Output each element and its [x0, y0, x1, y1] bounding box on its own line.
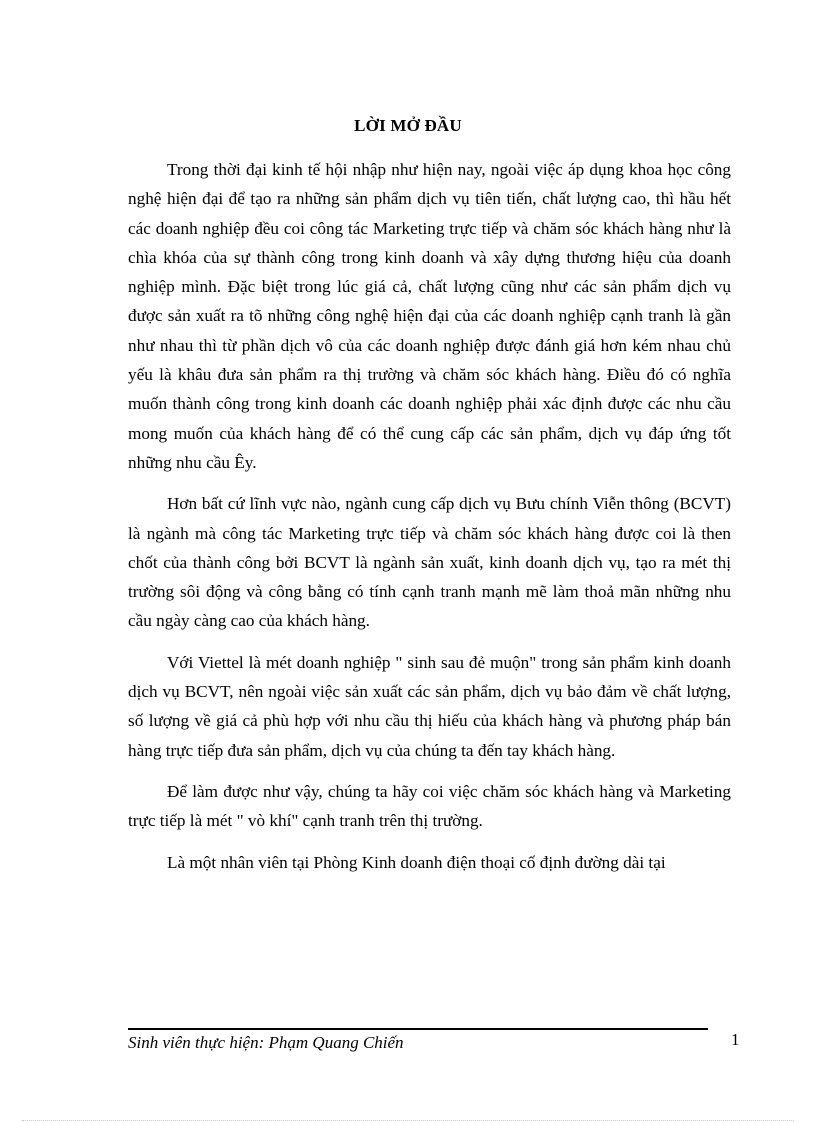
- footer-author: Sinh viên thực hiện: Phạm Quang Chiến: [128, 1033, 404, 1052]
- paragraph-5: Là một nhân viên tại Phòng Kinh doanh điện thoại cố định đường dài tại: [167, 852, 666, 872]
- paragraph-2: Hơn bất cứ lĩnh vực nào, ngành cung cấp dịch vụ Bưu chính Viễn thông (BCVT) là ngành mà công tác Marketing trực tiếp và chăm sóc khách hàng được coi là then chốt của thành công bởi BCVT là ngành sản xuất, kinh doanh dịch vụ, tạo ra mét thị trường sôi động và công bằng có tính cạnh tranh mạnh mẽ làm thoả mãn những nhu cầu ngày càng cao của khách hàng.: [128, 494, 731, 631]
- paragraph-1: Trong thời đại kinh tế hội nhập như hiện nay, ngoài việc áp dụng khoa học công nghệ hiện đại để tạo ra những sản phẩm dịch vụ tiên tiến, chất lượng cao, thì hầu hết các doanh nghiệp đều coi công tác Marketing trực tiếp và chăm sóc khách hàng như là chìa khóa của sự thành công trong kinh doanh và xây dựng thương hiệu của doanh nghiệp mình. Đặc biệt trong lúc giá cả, chất lượng cũng như các sản phẩm dịch vụ được sản xuất ra tõ những công nghệ hiện đại của các doanh nghiệp cạnh tranh là gần như nhau thì từ phần dịch vô của các doanh nghiệp được đánh giá hơn kém nhau chủ yếu là khâu đưa sản phẩm ra thị trường và chăm sóc khách hàng. Điều đó có nghĩa muốn thành công trong kinh doanh các doanh nghiệp phải xác định được các nhu cầu mong muốn của khách hàng để có thể cung cấp các sản phẩm, dịch vụ đáp ứng tốt những nhu cầu Êy.: [128, 160, 731, 472]
- page-title: LỜI MỞ ĐẦU: [354, 116, 462, 135]
- page-bottom-edge: [22, 1120, 794, 1121]
- footer-divider: [128, 1028, 708, 1030]
- document-body: [128, 155, 731, 889]
- paragraph-4: Để làm được như vậy, chúng ta hãy coi việc chăm sóc khách hàng và Marketing trực tiếp là mét " vò khí" cạnh tranh trên thị trường.: [128, 781, 731, 831]
- page-number: 1: [731, 1030, 740, 1049]
- paragraph-3: Với Viettel là mét doanh nghiệp " sinh sau đẻ muộn" trong sản phẩm kinh doanh dịch vụ BCVT, nên ngoài việc sản xuất các sản phẩm, dịch vụ bảo đảm về chất lượng, số lượng về giá cả phù hợp với nhu cầu thị hiếu của khách hàng và phương pháp bán hàng trực tiếp đưa sản phẩm, dịch vụ của chúng ta đến tay khách hàng.: [128, 652, 731, 760]
